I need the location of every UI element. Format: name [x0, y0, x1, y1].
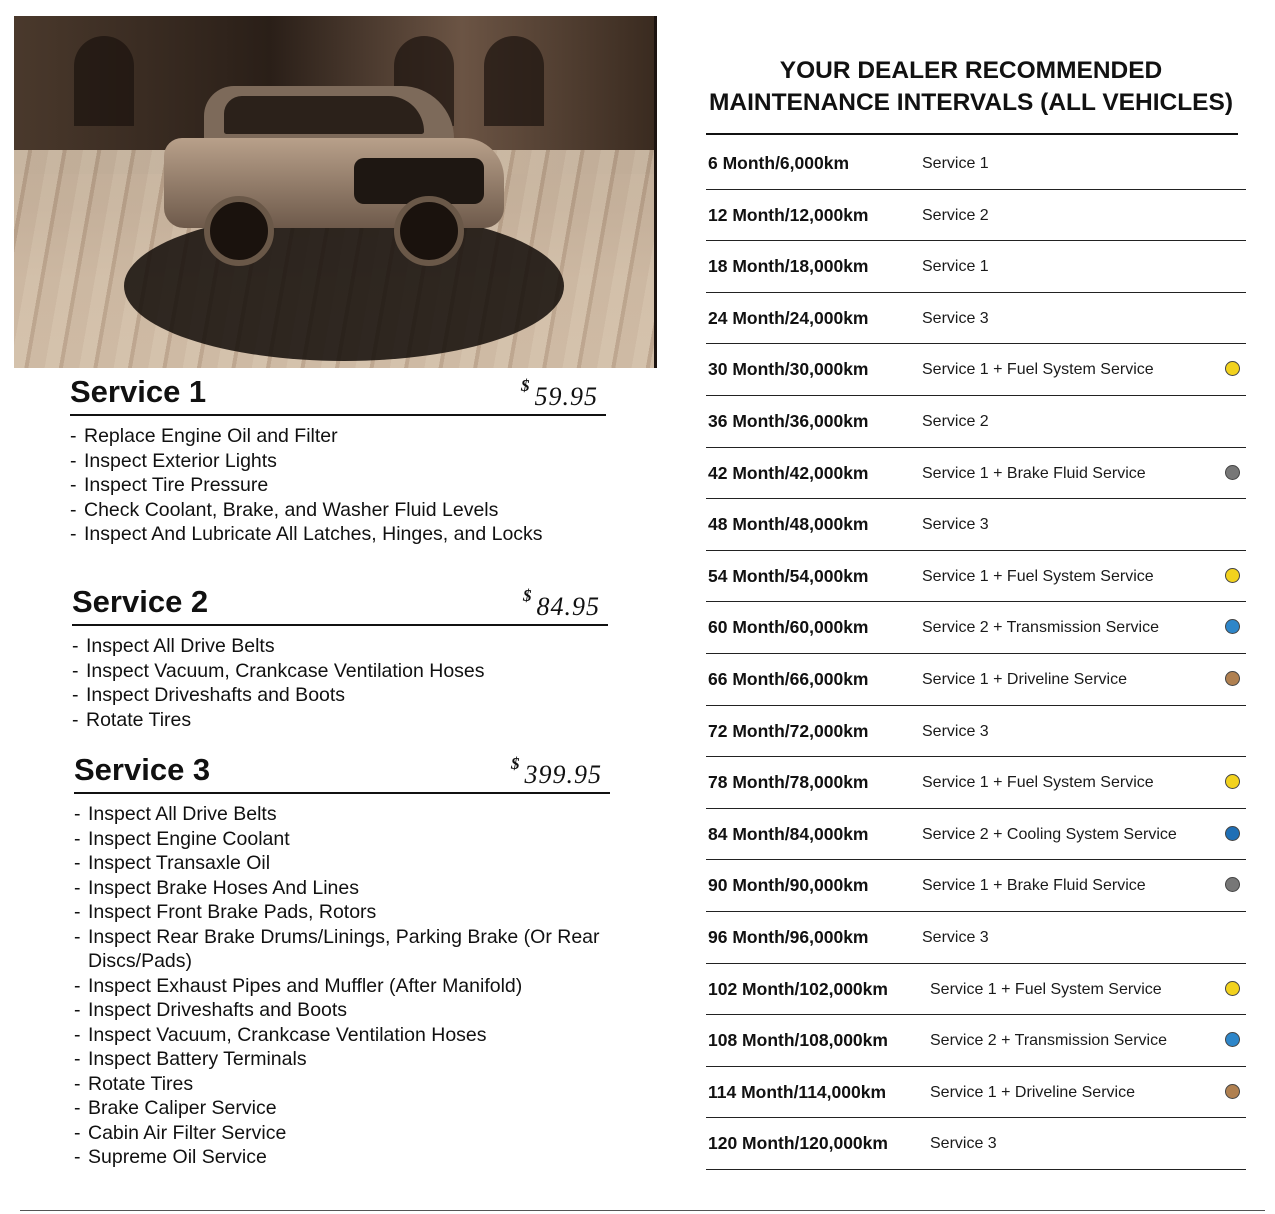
service-3-section	[74, 752, 610, 1170]
service-item-text: Rotate Tires	[88, 1072, 194, 1095]
price-amount: 399.95	[524, 760, 602, 789]
schedule-row	[706, 190, 1246, 242]
bullet-dash: -	[74, 827, 81, 850]
service-item-text: Inspect Brake Hoses And Lines	[88, 876, 359, 899]
schedule-row	[706, 809, 1246, 861]
schedule-row	[706, 912, 1246, 964]
schedule-row	[706, 860, 1246, 912]
service-item	[74, 827, 610, 852]
interval-label: 36 Month/36,000km	[708, 410, 869, 431]
service-item-list	[72, 626, 608, 732]
cooling-service-icon	[1225, 826, 1240, 841]
service-item	[74, 851, 610, 876]
service-item-text: Inspect Exhaust Pipes and Muffler (After Manifold)	[88, 974, 523, 997]
bullet-dash: -	[74, 925, 81, 948]
bullet-dash: -	[74, 1072, 81, 1095]
service-item-text: Rotate Tires	[86, 708, 192, 731]
service-label: Service 2	[922, 206, 989, 224]
service-item-text: Inspect Rear Brake Drums/Linings, Parking Brake (Or Rear Discs/Pads)	[88, 925, 600, 972]
service-item-text: Brake Caliper Service	[88, 1097, 277, 1119]
schedule-title-line: MAINTENANCE INTERVALS (ALL VEHICLES)	[708, 89, 1234, 116]
interval-label: 96 Month/96,000km	[708, 926, 869, 947]
bullet-dash: -	[70, 523, 77, 545]
bullet-dash: -	[74, 999, 81, 1021]
service-item	[70, 473, 606, 498]
fuel-service-icon	[1225, 774, 1240, 789]
interval-label: 84 Month/84,000km	[708, 823, 869, 844]
divider	[706, 133, 1238, 135]
service-label: Service 2 + Transmission Service	[930, 1032, 1167, 1050]
fuel-service-icon	[1225, 981, 1240, 996]
service-item	[72, 659, 608, 684]
service-price	[511, 754, 602, 790]
price-amount: 59.95	[534, 382, 598, 411]
bullet-dash: -	[70, 498, 77, 521]
service-item	[74, 974, 610, 999]
price-amount: 84.95	[536, 592, 600, 621]
schedule-row	[706, 293, 1246, 345]
driveline-service-icon	[1225, 671, 1240, 686]
bullet-dash: -	[74, 1048, 81, 1070]
service-item	[70, 522, 606, 547]
interval-label: 90 Month/90,000km	[708, 875, 869, 896]
service-item-text: Inspect Engine Coolant	[88, 827, 290, 850]
service-item-text: Inspect All Drive Belts	[88, 803, 277, 825]
service-label: Service 1 + Fuel System Service	[930, 980, 1162, 998]
service-item	[74, 876, 610, 901]
service-item-text: Check Coolant, Brake, and Washer Fluid Levels	[84, 498, 499, 521]
interval-label: 66 Month/66,000km	[708, 668, 869, 689]
bullet-dash: -	[74, 1121, 81, 1144]
service-item-text: Supreme Oil Service	[88, 1146, 267, 1168]
service-label: Service 3	[922, 928, 989, 946]
interval-label: 72 Month/72,000km	[708, 720, 869, 741]
schedule-row	[706, 138, 1246, 190]
background-arch	[74, 36, 134, 126]
service-title: Service 1	[70, 374, 207, 409]
service-title: Service 2	[72, 584, 209, 619]
schedule-row	[706, 396, 1246, 448]
service-label: Service 1 + Fuel System Service	[922, 567, 1154, 585]
service-item-text: Inspect Transaxle Oil	[88, 852, 271, 874]
interval-label: 24 Month/24,000km	[708, 307, 869, 328]
service-label: Service 1 + Brake Fluid Service	[922, 877, 1146, 895]
service-item-list	[70, 416, 606, 547]
service-item	[70, 498, 606, 523]
trans-service-icon	[1225, 619, 1240, 634]
bullet-dash: -	[74, 876, 81, 899]
bullet-dash: -	[72, 684, 79, 706]
service-item	[74, 1145, 610, 1170]
bullet-dash: -	[74, 803, 81, 825]
service-item	[74, 1047, 610, 1072]
bullet-dash: -	[70, 449, 77, 472]
service-item	[74, 900, 610, 925]
schedule-row	[706, 1118, 1246, 1170]
bullet-dash: -	[74, 1146, 81, 1168]
interval-label: 102 Month/102,000km	[708, 978, 888, 999]
brake-service-icon	[1225, 465, 1240, 480]
service-item-text: Replace Engine Oil and Filter	[84, 425, 338, 447]
interval-label: 6 Month/6,000km	[708, 153, 850, 173]
schedule-row	[706, 654, 1246, 706]
service-price	[521, 376, 598, 412]
interval-label: 60 Month/60,000km	[708, 617, 869, 638]
car-wheel	[204, 196, 274, 266]
service-item	[72, 683, 608, 708]
page-bottom-rule	[20, 1210, 1265, 1211]
interval-label: 78 Month/78,000km	[708, 772, 869, 793]
interval-label: 108 Month/108,000km	[708, 1030, 888, 1051]
service-title: Service 3	[74, 752, 211, 787]
bullet-dash: -	[74, 852, 81, 874]
service-item-text: Inspect Vacuum, Crankcase Ventilation Hoses	[88, 1023, 487, 1046]
bullet-dash: -	[72, 635, 79, 657]
service-label: Service 3	[922, 309, 989, 327]
service-2-section	[72, 584, 608, 732]
service-label: Service 1 + Driveline Service	[930, 1083, 1135, 1101]
bullet-dash: -	[74, 901, 81, 923]
service-item-text: Inspect Driveshafts and Boots	[86, 684, 346, 706]
service-item-text: Inspect Driveshafts and Boots	[88, 999, 348, 1021]
service-label: Service 2 + Transmission Service	[922, 619, 1159, 637]
service-item-text: Inspect Tire Pressure	[84, 474, 269, 496]
service-item-text: Inspect Battery Terminals	[88, 1048, 307, 1070]
bullet-dash: -	[74, 1097, 81, 1119]
service-item-text: Inspect And Lubricate All Latches, Hinges, and Locks	[84, 523, 543, 545]
schedule-row	[706, 964, 1246, 1016]
schedule-row	[706, 344, 1246, 396]
service-header	[72, 584, 608, 626]
price-symbol: $	[523, 586, 533, 605]
service-item	[72, 634, 608, 659]
service-label: Service 1 + Driveline Service	[922, 670, 1127, 688]
price-symbol: $	[511, 754, 521, 773]
interval-label: 30 Month/30,000km	[708, 359, 869, 380]
service-item	[74, 1023, 610, 1048]
service-label: Service 3	[922, 722, 989, 740]
schedule-table	[706, 138, 1246, 1170]
service-header	[70, 374, 606, 416]
vehicle-photo	[14, 16, 657, 368]
interval-label: 12 Month/12,000km	[708, 204, 869, 225]
interval-label: 18 Month/18,000km	[708, 256, 869, 277]
schedule-title-line: YOUR DEALER RECOMMENDED	[779, 57, 1163, 84]
trans-service-icon	[1225, 1032, 1240, 1047]
service-item-text: Cabin Air Filter Service	[88, 1121, 287, 1144]
schedule-row	[706, 1015, 1246, 1067]
interval-label: 54 Month/54,000km	[708, 565, 869, 586]
fuel-service-icon	[1225, 568, 1240, 583]
bullet-dash: -	[74, 974, 81, 997]
service-1-section	[70, 374, 606, 547]
interval-label: 42 Month/42,000km	[708, 462, 869, 483]
schedule-row	[706, 1067, 1246, 1119]
service-label: Service 3	[922, 516, 989, 534]
service-item	[74, 1121, 610, 1146]
service-label: Service 1 + Fuel System Service	[922, 774, 1154, 792]
service-item	[74, 1072, 610, 1097]
service-item	[74, 925, 610, 974]
schedule-row	[706, 499, 1246, 551]
schedule-row	[706, 448, 1246, 500]
interval-label: 48 Month/48,000km	[708, 514, 869, 535]
schedule-row	[706, 551, 1246, 603]
service-item-text: Inspect All Drive Belts	[86, 635, 275, 657]
price-symbol: $	[521, 376, 531, 395]
service-label: Service 1	[922, 258, 989, 276]
service-item-text: Inspect Front Brake Pads, Rotors	[88, 901, 377, 923]
service-item	[74, 802, 610, 827]
service-label: Service 2 + Cooling System Service	[922, 825, 1177, 843]
interval-label: 120 Month/120,000km	[708, 1133, 888, 1154]
schedule-row	[706, 706, 1246, 758]
fuel-service-icon	[1225, 361, 1240, 376]
bullet-dash: -	[70, 474, 77, 496]
service-item	[74, 1096, 610, 1121]
interval-label: 114 Month/114,000km	[708, 1081, 887, 1102]
service-label: Service 1	[922, 155, 989, 172]
schedule-row	[706, 757, 1246, 809]
service-item	[70, 449, 606, 474]
service-label: Service 1 + Fuel System Service	[922, 361, 1154, 379]
schedule-row	[706, 241, 1246, 293]
service-item-text: Inspect Vacuum, Crankcase Ventilation Hoses	[86, 659, 485, 682]
service-item	[74, 998, 610, 1023]
service-item-text: Inspect Exterior Lights	[84, 449, 277, 472]
service-label: Service 2	[922, 412, 989, 430]
car-wheel	[394, 196, 464, 266]
schedule-title	[706, 55, 1236, 119]
car-windows	[224, 96, 424, 134]
service-item-list	[74, 794, 610, 1170]
service-item	[72, 708, 608, 733]
bullet-dash: -	[74, 1023, 81, 1046]
service-label: Service 1 + Brake Fluid Service	[922, 464, 1146, 482]
service-label: Service 3	[930, 1135, 997, 1153]
bullet-dash: -	[72, 708, 79, 731]
driveline-service-icon	[1225, 1084, 1240, 1099]
service-header	[74, 752, 610, 794]
schedule-row	[706, 602, 1246, 654]
service-price	[523, 586, 600, 622]
suv-illustration	[164, 86, 504, 256]
service-item	[70, 424, 606, 449]
brake-service-icon	[1225, 877, 1240, 892]
bullet-dash: -	[70, 425, 77, 447]
bullet-dash: -	[72, 659, 79, 682]
